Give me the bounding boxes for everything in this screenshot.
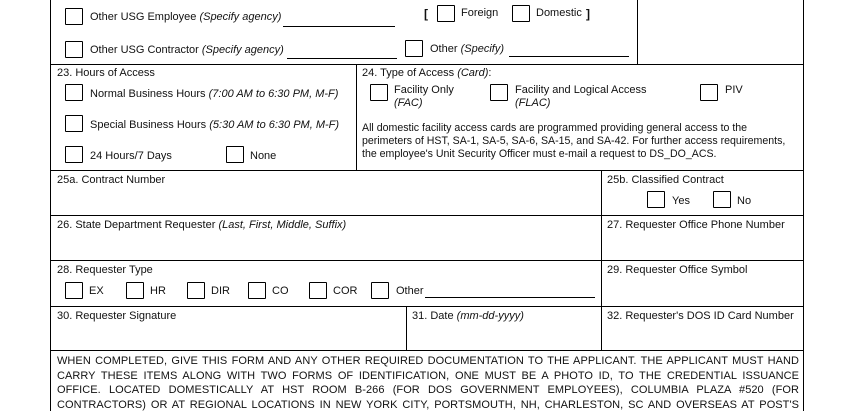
special-hours-checkbox[interactable] — [65, 115, 83, 132]
date-input[interactable] — [408, 324, 599, 348]
fac-label-line2: (FAC) — [394, 97, 423, 110]
requester-type-other-label: Other — [396, 285, 424, 298]
requester-type-hr-checkbox[interactable] — [126, 282, 144, 299]
office-symbol-input[interactable] — [603, 278, 801, 304]
field24-note-line1: All domestic facility access cards are programmed providing general access to the — [362, 122, 747, 135]
row-divider-350 — [50, 350, 804, 351]
none-checkbox[interactable] — [226, 146, 244, 163]
col-divider-right-1 — [601, 170, 602, 306]
notice-line-3: OFFICE. LOCATED DOMESTICALLY AT HST ROOM B-266 (FOR DOS GOVERNMENT EMPLOYEES), COLUMBIA PLAZA #520 (FOR — [57, 383, 799, 398]
requester-type-ex-checkbox[interactable] — [65, 282, 83, 299]
requester-type-dir-label: DIR — [211, 285, 230, 298]
field30-title: 30. Requester Signature — [57, 310, 176, 323]
col-divider-23-24 — [356, 64, 357, 170]
requester-type-cor-label: COR — [333, 285, 357, 298]
other-specify-line[interactable] — [509, 56, 629, 57]
dos-id-card-input[interactable] — [603, 324, 801, 348]
requester-type-hr-label: HR — [150, 285, 166, 298]
piv-checkbox[interactable] — [700, 84, 718, 101]
field31-title: 31. Date (mm-dd-yyyy) — [412, 310, 524, 323]
bracket-open: [ — [424, 7, 428, 21]
other-specify-label: Other (Specify) — [430, 43, 504, 56]
field32-title: 32. Requester's DOS ID Card Number — [607, 310, 794, 323]
flac-checkbox[interactable] — [490, 84, 508, 101]
top-right-divider — [637, 0, 638, 64]
bracket-close: ] — [586, 7, 590, 21]
other-usg-employee-checkbox[interactable] — [65, 8, 83, 25]
requester-type-co-label: CO — [272, 285, 289, 298]
field24-note-line3: the employee's Unit Security Officer must e-mail a request to DS_DO_ACS. — [362, 148, 717, 161]
domestic-label: Domestic — [536, 7, 582, 20]
flac-label-line2: (FLAC) — [515, 97, 550, 110]
other-usg-employee-line[interactable] — [283, 26, 395, 27]
other-specify-checkbox[interactable] — [405, 40, 423, 57]
fac-checkbox[interactable] — [370, 84, 388, 101]
requester-type-other-checkbox[interactable] — [371, 282, 389, 299]
piv-label: PIV — [725, 84, 743, 97]
fac-label-line1: Facility Only — [394, 84, 454, 97]
row-divider-215 — [50, 215, 804, 216]
requester-type-cor-checkbox[interactable] — [309, 282, 327, 299]
requester-phone-input[interactable] — [603, 233, 801, 258]
special-hours-label: Special Business Hours (5:30 AM to 6:30 PM, M-F) — [90, 119, 339, 132]
normal-hours-label: Normal Business Hours (7:00 AM to 6:30 PM, M-F) — [90, 88, 338, 101]
row-divider-64 — [50, 64, 804, 65]
requester-type-ex-label: EX — [89, 285, 104, 298]
other-usg-contractor-label: Other USG Contractor (Specify agency) — [90, 44, 284, 57]
row-divider-306 — [50, 306, 804, 307]
requester-type-other-line[interactable] — [425, 297, 595, 298]
row-divider-260 — [50, 260, 804, 261]
field28-title: 28. Requester Type — [57, 264, 153, 277]
requester-type-co-checkbox[interactable] — [248, 282, 266, 299]
classified-no-label: No — [737, 195, 751, 208]
normal-hours-checkbox[interactable] — [65, 84, 83, 101]
field24-title: 24. Type of Access (Card): — [362, 67, 491, 80]
requester-type-dir-checkbox[interactable] — [187, 282, 205, 299]
notice-line-4: CONTRACTORS) OR AT REGIONAL LOCATIONS IN NEW YORK CITY, PORTSMOUTH, NH, CHARLESTON, SC AND OVERSEAS AT POST'S — [57, 398, 799, 412]
field24-note-line2: perimeters of HST, SA-1, SA-5, SA-6, SA-15, and SA-42. For further access requirements, — [362, 135, 785, 148]
col-divider-30-31 — [406, 306, 407, 350]
other-usg-employee-label: Other USG Employee (Specify agency) — [90, 11, 281, 24]
contract-number-input[interactable] — [52, 188, 599, 213]
requester-signature-input[interactable] — [52, 324, 404, 348]
field25a-title: 25a. Contract Number — [57, 174, 165, 187]
foreign-label: Foreign — [461, 7, 498, 20]
none-label: None — [250, 150, 276, 163]
other-usg-contractor-checkbox[interactable] — [65, 41, 83, 58]
field26-title: 26. State Department Requester (Last, First, Middle, Suffix) — [57, 219, 346, 232]
notice-line-1: WHEN COMPLETED, GIVE THIS FORM AND ANY OTHER REQUIRED DOCUMENTATION TO THE APPLICANT. THE APPLICANT MUST HAND — [57, 354, 799, 369]
field23-title: 23. Hours of Access — [57, 67, 155, 80]
notice-line-2: CARRY THESE ITEMS ALONG WITH TWO FORMS OF IDENTIFICATION, ONE MUST BE A PHOTO ID, TO THE CREDENTIAL ISSUANCE — [57, 369, 799, 384]
domestic-checkbox[interactable] — [512, 5, 530, 22]
col-divider-31-32 — [601, 306, 602, 350]
classified-yes-label: Yes — [672, 195, 690, 208]
field27-title: 27. Requester Office Phone Number — [607, 219, 785, 232]
flac-label-line1: Facility and Logical Access — [515, 84, 646, 97]
requester-name-input[interactable] — [52, 233, 599, 258]
other-usg-contractor-line[interactable] — [287, 58, 397, 59]
classified-yes-checkbox[interactable] — [647, 191, 665, 208]
field25b-title: 25b. Classified Contract — [607, 174, 724, 187]
classified-no-checkbox[interactable] — [713, 191, 731, 208]
allday-checkbox[interactable] — [65, 146, 83, 163]
notice-text — [57, 354, 799, 412]
allday-label: 24 Hours/7 Days — [90, 150, 172, 163]
field29-title: 29. Requester Office Symbol — [607, 264, 747, 277]
foreign-checkbox[interactable] — [437, 5, 455, 22]
row-divider-170 — [50, 170, 804, 171]
